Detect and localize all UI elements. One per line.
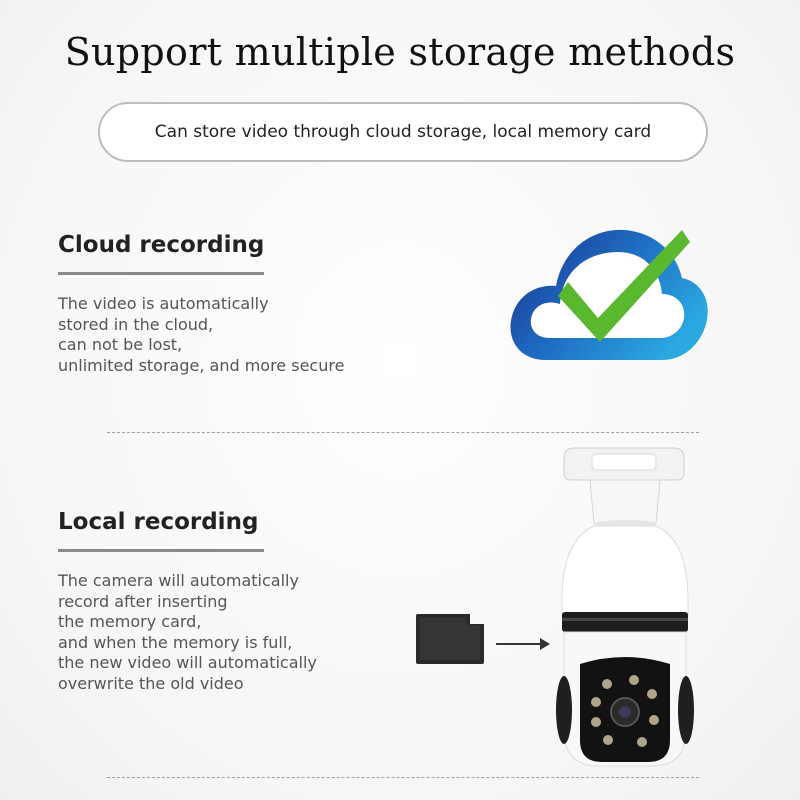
subtitle-text: Can store video through cloud storage, local memory card <box>154 122 652 142</box>
sd-card-icon <box>414 612 488 666</box>
local-recording-heading: Local recording <box>58 509 259 535</box>
subtitle-banner <box>98 102 708 162</box>
page-title: Support multiple storage methods <box>64 30 736 74</box>
bulb-camera-image <box>552 440 697 770</box>
bottom-divider <box>107 777 699 778</box>
cloud-recording-heading: Cloud recording <box>58 232 265 258</box>
local-heading-underline <box>58 549 264 552</box>
section-divider <box>107 432 699 433</box>
cloud-recording-description: The video is automatically stored in the cloud, can not be lost, unlimited storage, and more secure <box>58 294 345 375</box>
cloud-check-icon <box>506 220 711 370</box>
cloud-heading-underline <box>58 272 264 275</box>
arrow-right-icon <box>494 634 554 654</box>
local-recording-description: The camera will automatically record after inserting the memory card, and when the memory is full, the new video will automatically overwrite the old video <box>58 571 317 693</box>
